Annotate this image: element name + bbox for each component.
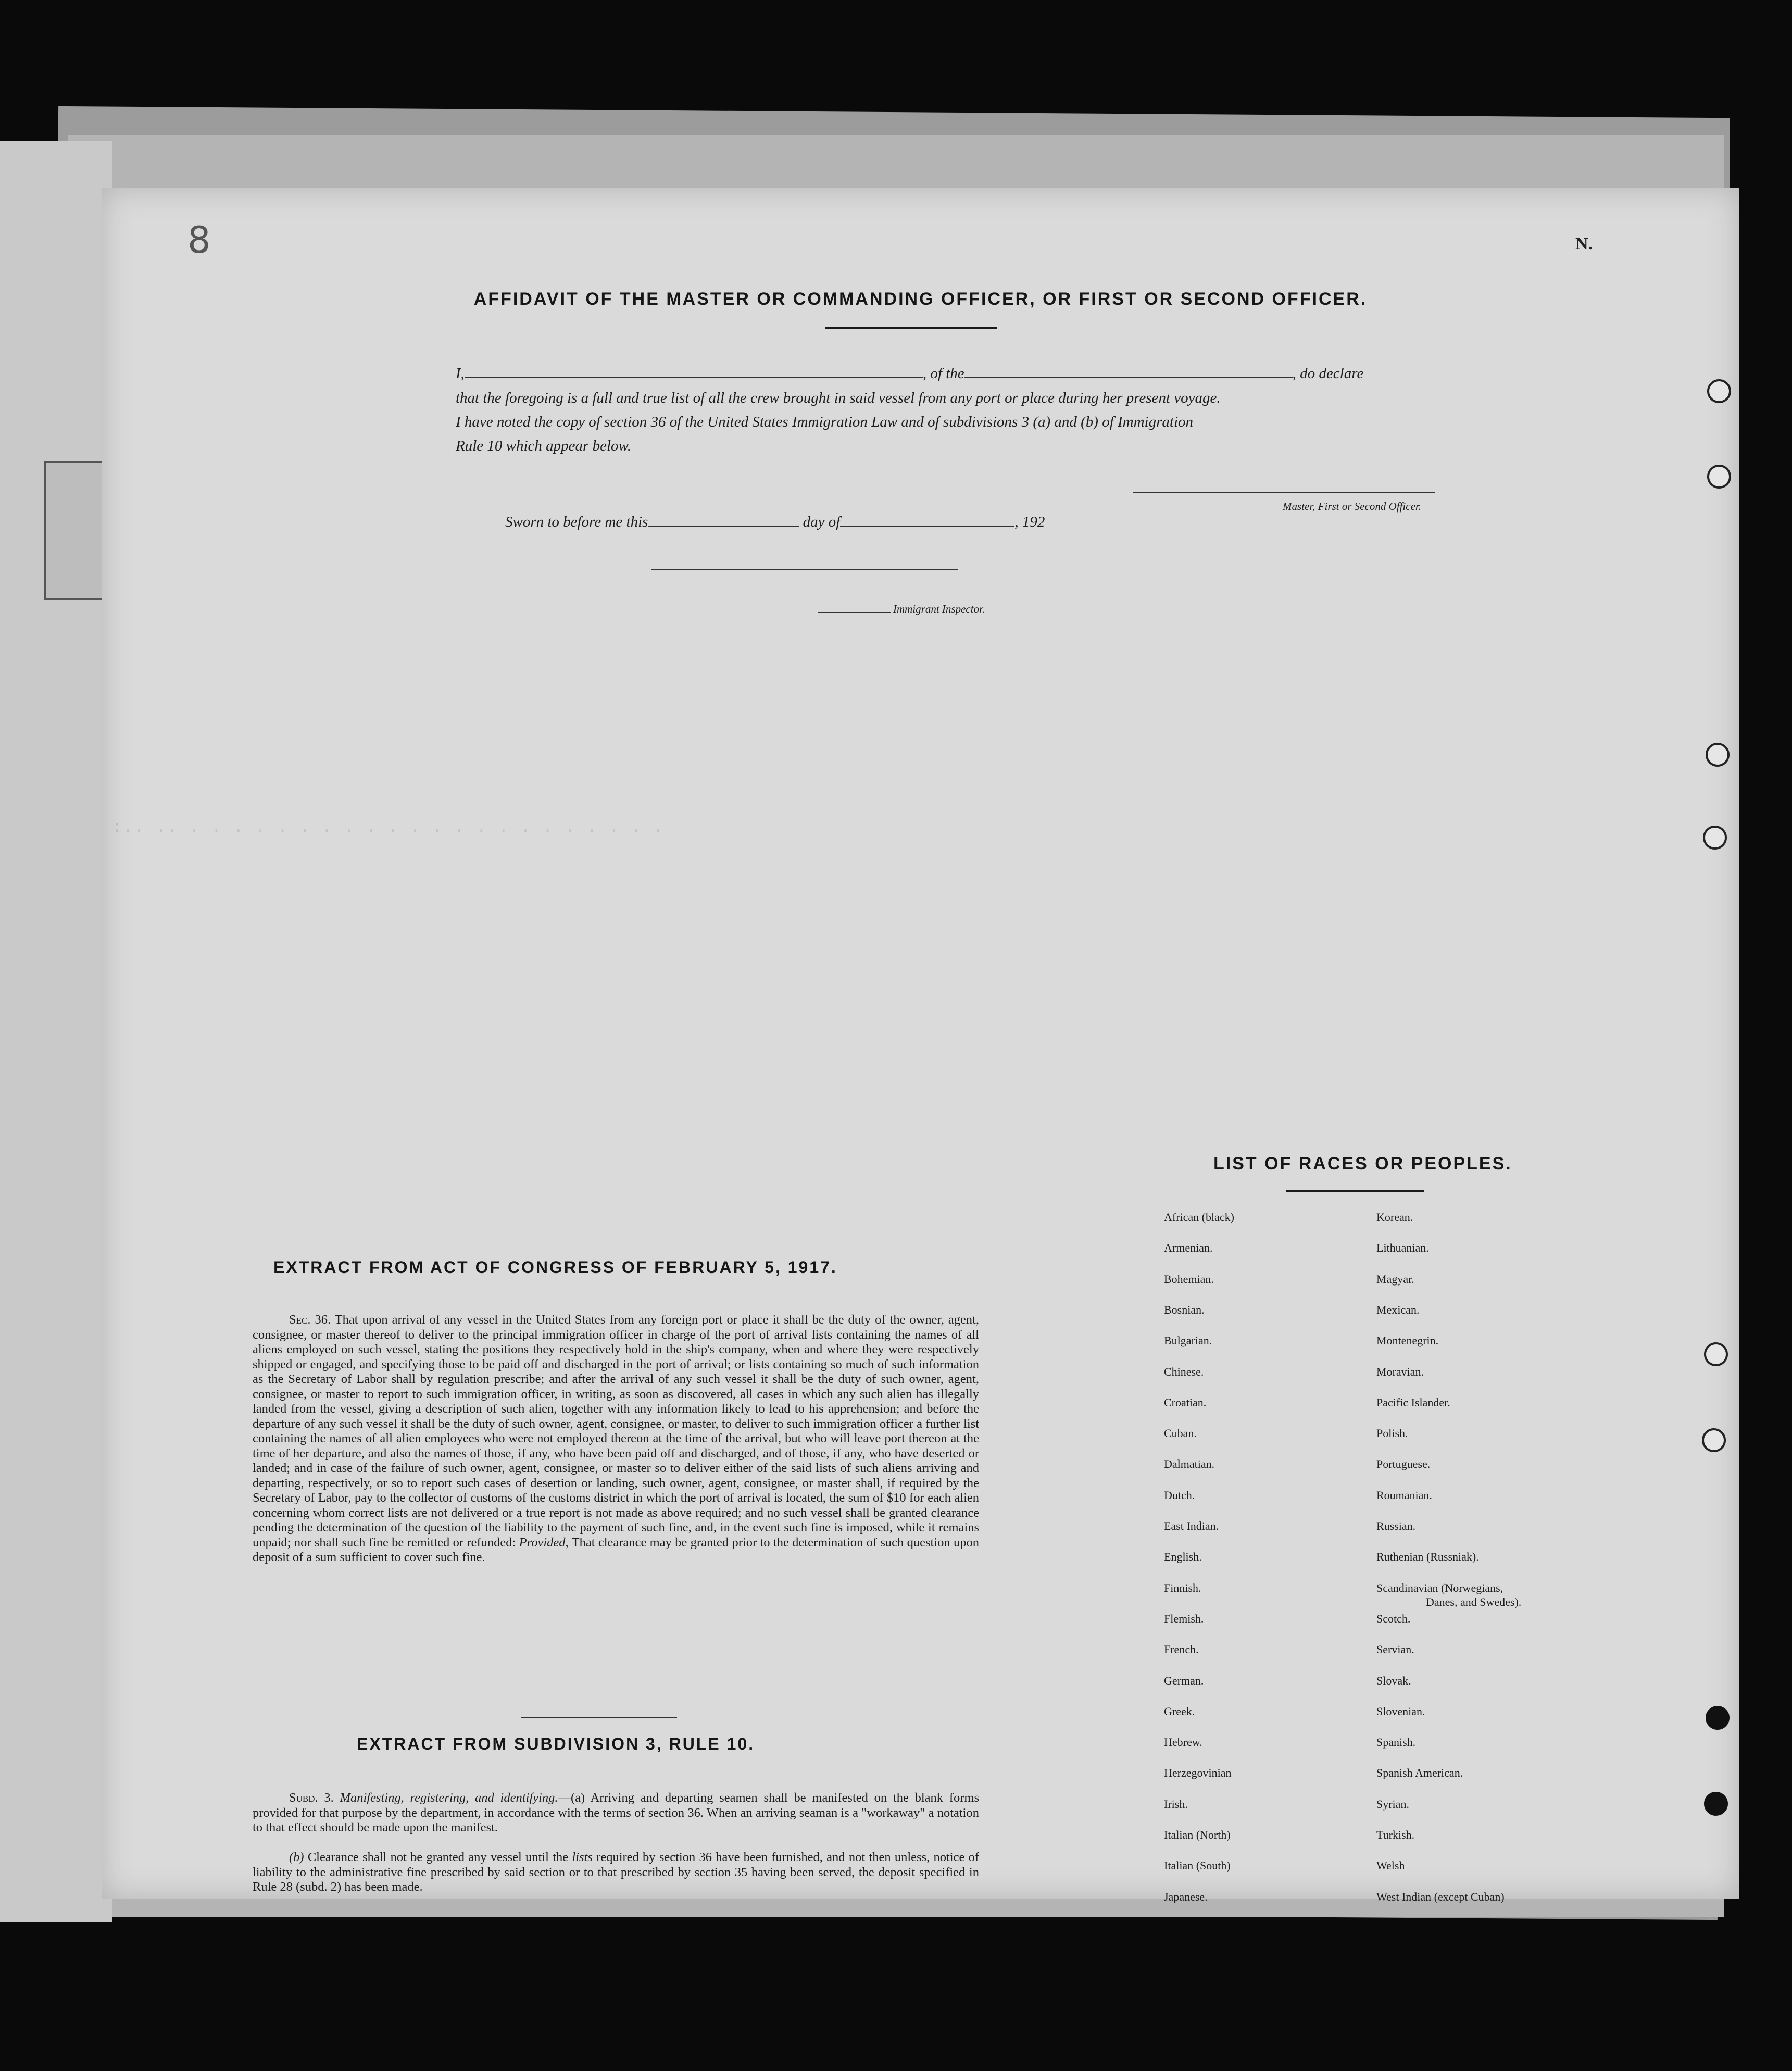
race-item: Korean. bbox=[1376, 1211, 1413, 1224]
race-item: Spanish American. bbox=[1376, 1766, 1463, 1780]
punch-hole bbox=[1706, 1706, 1730, 1730]
race-item: Syrian. bbox=[1376, 1797, 1409, 1811]
provided-label: Provided, bbox=[519, 1535, 569, 1550]
race-item: Slovak. bbox=[1376, 1674, 1411, 1687]
declaration-line-2: that the foregoing is a full and true list of all the crew brought in said vessel from any port or place during her present voyage. bbox=[456, 390, 1221, 406]
race-item: Servian. bbox=[1376, 1643, 1414, 1656]
sworn-day-blank[interactable] bbox=[648, 512, 799, 527]
decl-do-declare: , do declare bbox=[1292, 365, 1364, 382]
race-item: Polish. bbox=[1376, 1427, 1408, 1440]
rule-extract-title: EXTRACT FROM SUBDIVISION 3, RULE 10. bbox=[357, 1735, 755, 1753]
punch-hole bbox=[1704, 1342, 1728, 1366]
race-item: Mexican. bbox=[1376, 1303, 1420, 1316]
sworn-month-blank[interactable] bbox=[840, 512, 1014, 527]
race-item: Dutch. bbox=[1164, 1488, 1195, 1502]
race-item: Herzegovinian bbox=[1164, 1766, 1232, 1780]
left-page-box bbox=[44, 461, 105, 600]
race-item: African (black) bbox=[1164, 1211, 1234, 1224]
master-signature-line[interactable] bbox=[1133, 492, 1435, 493]
race-item: English. bbox=[1164, 1550, 1202, 1564]
races-title-rule bbox=[1286, 1190, 1424, 1192]
punch-hole bbox=[1703, 826, 1727, 850]
subd-a-body: Arriving and departing seamen shall be manifested on the blank forms provided for that purpose by the department, in accordance with the terms of section 36. When an arriving seaman is a "workaway" a notation to that effect should be made upon the manifest. bbox=[253, 1791, 979, 1835]
race-item: Lithuanian. bbox=[1376, 1241, 1429, 1255]
subd-b-lists: lists bbox=[572, 1850, 593, 1864]
race-item: German. bbox=[1164, 1674, 1204, 1687]
declaration-line-4: Rule 10 which appear below. bbox=[456, 438, 631, 454]
race-item: Magyar. bbox=[1376, 1272, 1414, 1286]
race-item: Hebrew. bbox=[1164, 1736, 1202, 1749]
race-item: Welsh bbox=[1376, 1859, 1405, 1873]
sworn-day-of: day of bbox=[803, 514, 841, 530]
race-item: Ruthenian (Russniak). bbox=[1376, 1550, 1479, 1564]
sworn-line bbox=[505, 510, 1234, 534]
race-item: French. bbox=[1164, 1643, 1199, 1656]
race-item: Russian. bbox=[1376, 1519, 1416, 1532]
provided-text: That clearance may be granted prior to the determination of such question upon deposit of a sum sufficient to cover such fine. bbox=[253, 1535, 979, 1564]
race-item: Spanish. bbox=[1376, 1736, 1416, 1749]
declaration-line-1 bbox=[456, 362, 1575, 385]
race-item: Scotch. bbox=[1376, 1612, 1411, 1625]
race-item: Cuban. bbox=[1164, 1427, 1197, 1440]
race-item: Bohemian. bbox=[1164, 1272, 1214, 1286]
subd-b-body-2: required by section 36 have been furnished, and not then unless, notice of liability to the administrative fine prescribed by said section or to that prescribed by section 35 having been served, the deposit specified in Rule 28 (subd. 2) has been made. bbox=[253, 1850, 980, 1894]
punch-hole bbox=[1702, 1428, 1726, 1452]
subdivision-a-text bbox=[253, 1791, 979, 1836]
section-36-text bbox=[253, 1313, 979, 1565]
inspector-signature-line[interactable] bbox=[651, 569, 958, 570]
subd-label: Subd. 3. bbox=[289, 1791, 334, 1805]
race-item: Irish. bbox=[1164, 1797, 1188, 1811]
vessel-name-blank[interactable] bbox=[964, 364, 1293, 378]
punch-hole bbox=[1707, 465, 1731, 489]
decl-i: I, bbox=[456, 365, 465, 382]
affidavit-form-page bbox=[102, 188, 1739, 1903]
race-item: Pacific Islander. bbox=[1376, 1395, 1450, 1409]
sworn-text: Sworn to before me this bbox=[505, 514, 648, 530]
title-rule bbox=[825, 327, 997, 329]
section-divider bbox=[521, 1717, 677, 1718]
page-mark: N. bbox=[1575, 234, 1593, 254]
race-item: Dalmatian. bbox=[1164, 1457, 1215, 1471]
punch-hole bbox=[1707, 379, 1731, 403]
section-36-body: That upon arrival of any vessel in the United States from any foreign port or place it shall be the duty of the owner, agent, consignee, or master thereof to deliver to the principal immigration officer in charge of the port of arrival lists containing the names of all aliens employed on such vessel, stating the positions they respectively hold in the ship's company, when and where they were respectively shipped or engaged, and specifying those to be paid off and discharged in the port of arrival; or lists containing so much of such information as the Secretary of Labor shall by regulation prescribe; and after the arrival of any such vessel it shall be the duty of such owner, agent, consignee, or master to report to such immigration officer, in writing, as soon as discovered, all cases in which any such alien has illegally landed from the vessel, giving a description of such alien, together with any information likely to lead to his apprehension; and before the departure of any such vessel it shall be the duty of such owner, agent, consignee, or master, to deliver to such immigration officer a further list containing the names of all alien employees who were not employed thereon at the time of the arrival, but who will leave port thereon at the time of her departure, and also the names of those, if any, who have been paid off and discharged, and of those, if any, who have deserted or landed; and in case of the failure of such owner, agent, consignee, or master so to deliver either of the said lists of such aliens arriving and departing, respectively, or so to report such cases of desertion or landing, such owner, agent, consignee, or master shall, if required by the Secretary of Labor, pay to the collector of customs of the customs district in which the port of arrival is located, the sum of $10 for each alien concerning whom correct lists are not delivered or a true report is not made as above required; and no such vessel shall be granted clearance pending the determination of the question of the liability to the payment of such fine, and, in the event such fine is imposed, while it remains unpaid; nor shall such fine be remitted or refunded: bbox=[253, 1313, 979, 1550]
race-item: Flemish. bbox=[1164, 1612, 1204, 1625]
subd-a-label: —(a) bbox=[558, 1791, 585, 1805]
race-item: Croatian. bbox=[1164, 1395, 1207, 1409]
race-item: East Indian. bbox=[1164, 1519, 1219, 1532]
master-name-blank[interactable] bbox=[465, 364, 923, 378]
race-item: West Indian (except Cuban) bbox=[1376, 1890, 1505, 1903]
subdivision-b-text bbox=[253, 1850, 979, 1895]
race-item: Scandinavian (Norwegians, bbox=[1376, 1581, 1503, 1594]
race-item: Italian (South) bbox=[1164, 1859, 1231, 1873]
subd-b-body-1: Clearance shall not be granted any vessel until the bbox=[307, 1850, 569, 1864]
race-item: Finnish. bbox=[1164, 1581, 1201, 1594]
bleed-through-text: :.. .. . . . . . . . . . . . . . . . . . . . . . . bbox=[112, 818, 665, 837]
act-extract-title: EXTRACT FROM ACT OF CONGRESS OF FEBRUARY 5, 1917. bbox=[273, 1258, 837, 1277]
pencil-number: 8 bbox=[187, 219, 211, 261]
race-item: Portuguese. bbox=[1376, 1457, 1431, 1471]
race-item: Roumanian. bbox=[1376, 1488, 1432, 1502]
master-signature-label: Master, First or Second Officer. bbox=[1283, 500, 1421, 513]
race-item: Montenegrin. bbox=[1376, 1334, 1439, 1348]
race-item-continuation: Danes, and Swedes). bbox=[1426, 1595, 1522, 1608]
punch-hole bbox=[1704, 1792, 1728, 1816]
sworn-year: , 192 bbox=[1014, 514, 1045, 530]
race-item: Italian (North) bbox=[1164, 1828, 1231, 1841]
subd-b-label: (b) bbox=[289, 1850, 304, 1864]
race-item: Chinese. bbox=[1164, 1365, 1204, 1378]
race-item: Bosnian. bbox=[1164, 1303, 1205, 1316]
left-page-edge bbox=[0, 141, 112, 1922]
inspector-short-line bbox=[818, 612, 891, 613]
race-item: Armenian. bbox=[1164, 1241, 1213, 1255]
race-item: Turkish. bbox=[1376, 1828, 1415, 1841]
races-title: LIST OF RACES OR PEOPLES. bbox=[1213, 1154, 1512, 1174]
race-item: Greek. bbox=[1164, 1704, 1195, 1718]
affidavit-title: AFFIDAVIT OF THE MASTER OR COMMANDING OFFICER, OR FIRST OR SECOND OFFICER. bbox=[473, 289, 1368, 309]
race-item: Japanese. bbox=[1164, 1890, 1208, 1903]
race-item: Bulgarian. bbox=[1164, 1334, 1212, 1348]
inspector-label: Immigrant Inspector. bbox=[893, 603, 985, 615]
punch-hole bbox=[1706, 743, 1730, 767]
race-item: Moravian. bbox=[1376, 1365, 1424, 1378]
declaration-line-3: I have noted the copy of section 36 of the United States Immigration Law and of subdivisions 3 (a) and (b) of Immigration bbox=[456, 414, 1194, 430]
race-item: Slovenian. bbox=[1376, 1704, 1425, 1718]
section-label: Sec. 36. bbox=[289, 1313, 331, 1327]
subd-heading: Manifesting, registering, and identifying. bbox=[340, 1791, 558, 1805]
decl-of-the: , of the bbox=[922, 365, 964, 382]
